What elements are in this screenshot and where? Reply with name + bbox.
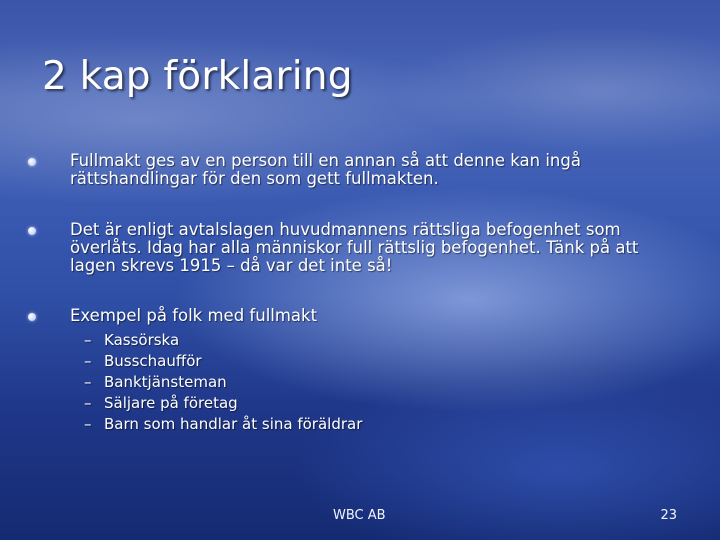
bullet-dot-icon <box>28 158 36 166</box>
sub-bullet-list <box>84 330 362 435</box>
list-item-label: Banktjänsteman <box>104 373 227 391</box>
bullet-text: Fullmakt ges av en person till en annan så att denne kan ingå rättshandlingar för den som gett fullmakten. <box>70 151 581 188</box>
bullet-text: Det är enligt avtalslagen huvudmannens rättsliga befogenhet som överlåts. Idag har alla människor full rättslig befogenhet. Tänk på att lagen skrevs 1915 – då var det inte så! <box>70 220 639 275</box>
bullet-dot-icon <box>28 313 36 321</box>
list-item-label: Barn som handlar åt sina föräldrar <box>104 415 363 433</box>
list-item <box>84 414 362 435</box>
list-item-label: Säljare på företag <box>104 394 238 412</box>
list-item <box>84 351 362 372</box>
bullet-item <box>28 152 680 188</box>
slide-title: 2 kap förklaring <box>42 54 353 99</box>
bullet-text: Exempel på folk med fullmakt <box>70 306 318 325</box>
list-item-label: Kassörska <box>104 331 180 349</box>
page-number: 23 <box>660 508 677 523</box>
dash-marker: – <box>84 394 92 412</box>
dash-marker: – <box>84 415 92 433</box>
dash-marker: – <box>84 352 92 370</box>
dash-marker: – <box>84 331 92 349</box>
list-item-label: Busschaufför <box>104 352 202 370</box>
bullet-dot-icon <box>28 227 36 235</box>
dash-marker: – <box>84 373 92 391</box>
footer-company: WBC AB <box>333 508 386 523</box>
bullet-item <box>28 307 680 325</box>
bullet-item <box>28 221 680 275</box>
list-item <box>84 330 362 351</box>
list-item <box>84 372 362 393</box>
list-item <box>84 393 362 414</box>
